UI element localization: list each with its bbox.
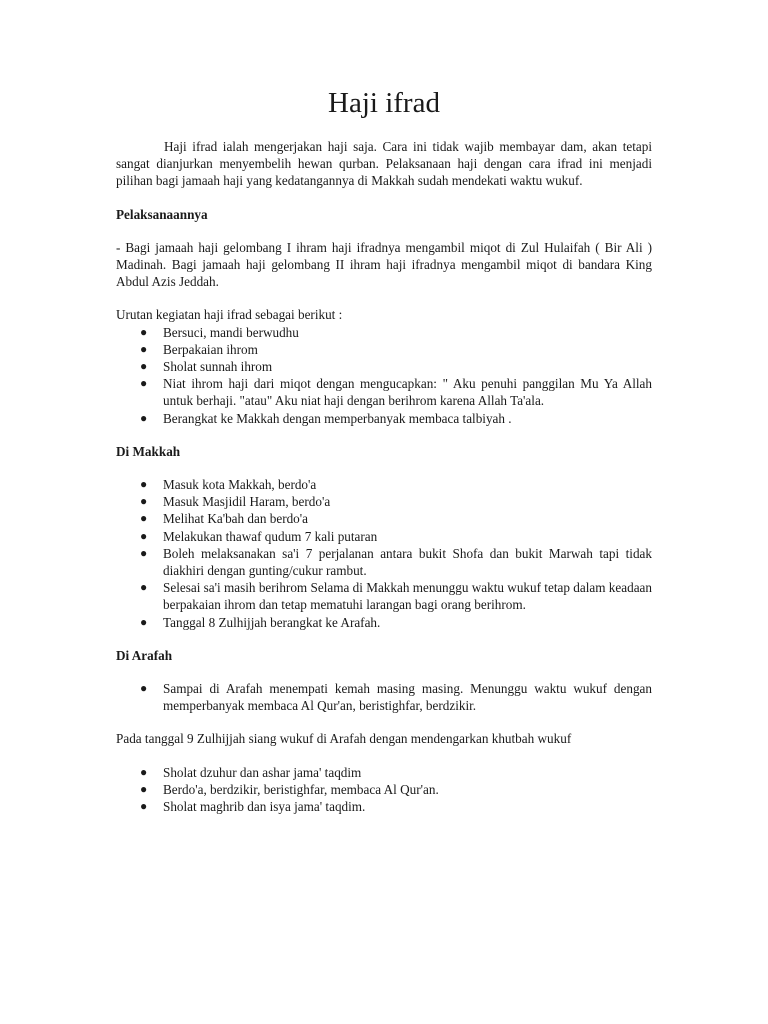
list-item-text: Boleh melaksanakan sa'i 7 perjalanan antara bukit Shofa dan bukit Marwah tapi tidak diakhiri dengan gunting/cukur rambut. [163, 545, 652, 579]
list-item-text: Sholat dzuhur dan ashar jama' taqdim [163, 764, 362, 780]
bullet-icon: ● [140, 477, 148, 492]
list-item [116, 579, 652, 613]
list-item [116, 510, 652, 527]
list-item-text: Masuk kota Makkah, berdo'a [163, 477, 317, 493]
bullet-icon: ● [140, 781, 148, 796]
list-item-text: Tanggal 8 Zulhijjah berangkat ke Arafah. [163, 614, 381, 630]
list-item [116, 614, 652, 631]
intro-paragraph: Haji ifrad ialah mengerjakan haji saja. Cara ini tidak wajib membayar dam, akan tetapi sangat dianjurkan menyembelih hewan qurban. Pelaksanaan haji dengan cara ifrad ini menjadi pilihan bagi jamaah haji yang kedatangannya di Makkah sudah mendekati waktu wukuf. [116, 139, 652, 189]
wukuf-paragraph: Pada tanggal 9 Zulhijjah siang wukuf di Arafah dengan mendengarkan khutbah wukuf [116, 731, 572, 747]
list-item-text: Bersuci, mandi berwudhu [163, 324, 299, 340]
list-item-text: Niat ihrom haji dari miqot dengan mengucapkan: " Aku penuhi panggilan Mu Ya Allah untuk berhaji. "atau" Aku niat haji dengan berihrom karena Allah Ta'ala. [163, 376, 652, 409]
bullet-icon: ● [140, 681, 148, 696]
list-item [116, 798, 652, 815]
bullet-icon: ● [140, 324, 148, 339]
bullet-icon: ● [140, 580, 148, 595]
bullet-icon: ● [140, 341, 148, 356]
bullet-icon: ● [140, 410, 148, 425]
bullet-icon: ● [140, 528, 148, 543]
bullet-icon: ● [140, 359, 148, 374]
list-item [116, 528, 652, 545]
list-item [116, 781, 652, 798]
bullet-icon: ● [140, 494, 148, 509]
bullet-icon: ● [140, 545, 148, 560]
bullet-icon: ● [140, 614, 148, 629]
bullet-icon: ● [140, 764, 148, 779]
bullet-icon: ● [140, 376, 148, 391]
list-item-text: Berangkat ke Makkah dengan memperbanyak membaca talbiyah . [163, 410, 512, 426]
list-item-text: Melihat Ka'bah dan berdo'a [163, 511, 308, 527]
list-item-text: Sholat maghrib dan isya jama' taqdim. [163, 799, 366, 815]
document-page [116, 86, 652, 831]
list-item-text: Sampai di Arafah menempati kemah masing masing. Menunggu waktu wukuf dengan memperbanyak membaca Al Qur'an, beristighfar, berdzikir. [163, 681, 652, 714]
list-item-text: Berdo'a, berdzikir, beristighfar, membaca Al Qur'an. [163, 781, 439, 797]
list-item [116, 476, 652, 493]
list-item [116, 324, 652, 341]
makkah-list [116, 476, 652, 631]
list-item-text: Masuk Masjidil Haram, berdo'a [163, 494, 331, 510]
list-item-text: Berpakaian ihrom [163, 341, 258, 357]
list-item [116, 375, 652, 409]
list-item [116, 680, 652, 714]
list-item-text: Melakukan thawaf qudum 7 kali putaran [163, 528, 378, 544]
urutan-intro: Urutan kegiatan haji ifrad sebagai berikut : [116, 307, 343, 323]
heading-arafah: Di Arafah [116, 647, 173, 663]
list-item [116, 410, 652, 427]
wukuf-list [116, 764, 652, 816]
list-item [116, 545, 652, 579]
heading-makkah: Di Makkah [116, 443, 181, 459]
heading-pelaksanaan: Pelaksanaannya [116, 206, 208, 222]
list-item [116, 341, 652, 358]
list-item-text: Sholat sunnah ihrom [163, 359, 273, 375]
bullet-icon: ● [140, 511, 148, 526]
document-title: Haji ifrad [328, 87, 440, 119]
list-item [116, 493, 652, 510]
list-item [116, 764, 652, 781]
list-item [116, 358, 652, 375]
bullet-icon: ● [140, 799, 148, 814]
pelaksanaan-list [116, 324, 652, 427]
list-item-text: Selesai sa'i masih berihrom Selama di Makkah menunggu waktu wukuf tetap dalam keadaan berpakaian ihrom dan tetap mematuhi larangan bagi orang berihrom. [163, 580, 652, 613]
pelaksanaan-paragraph: - Bagi jamaah haji gelombang I ihram haji ifradnya mengambil miqot di Zul Hulaifah ( Bir Ali ) Madinah. Bagi jamaah haji gelombang II ihram haji ifradnya mengambil miqot di bandara King Abdul Azis Jeddah. [116, 239, 652, 290]
arafah-list [116, 680, 652, 714]
